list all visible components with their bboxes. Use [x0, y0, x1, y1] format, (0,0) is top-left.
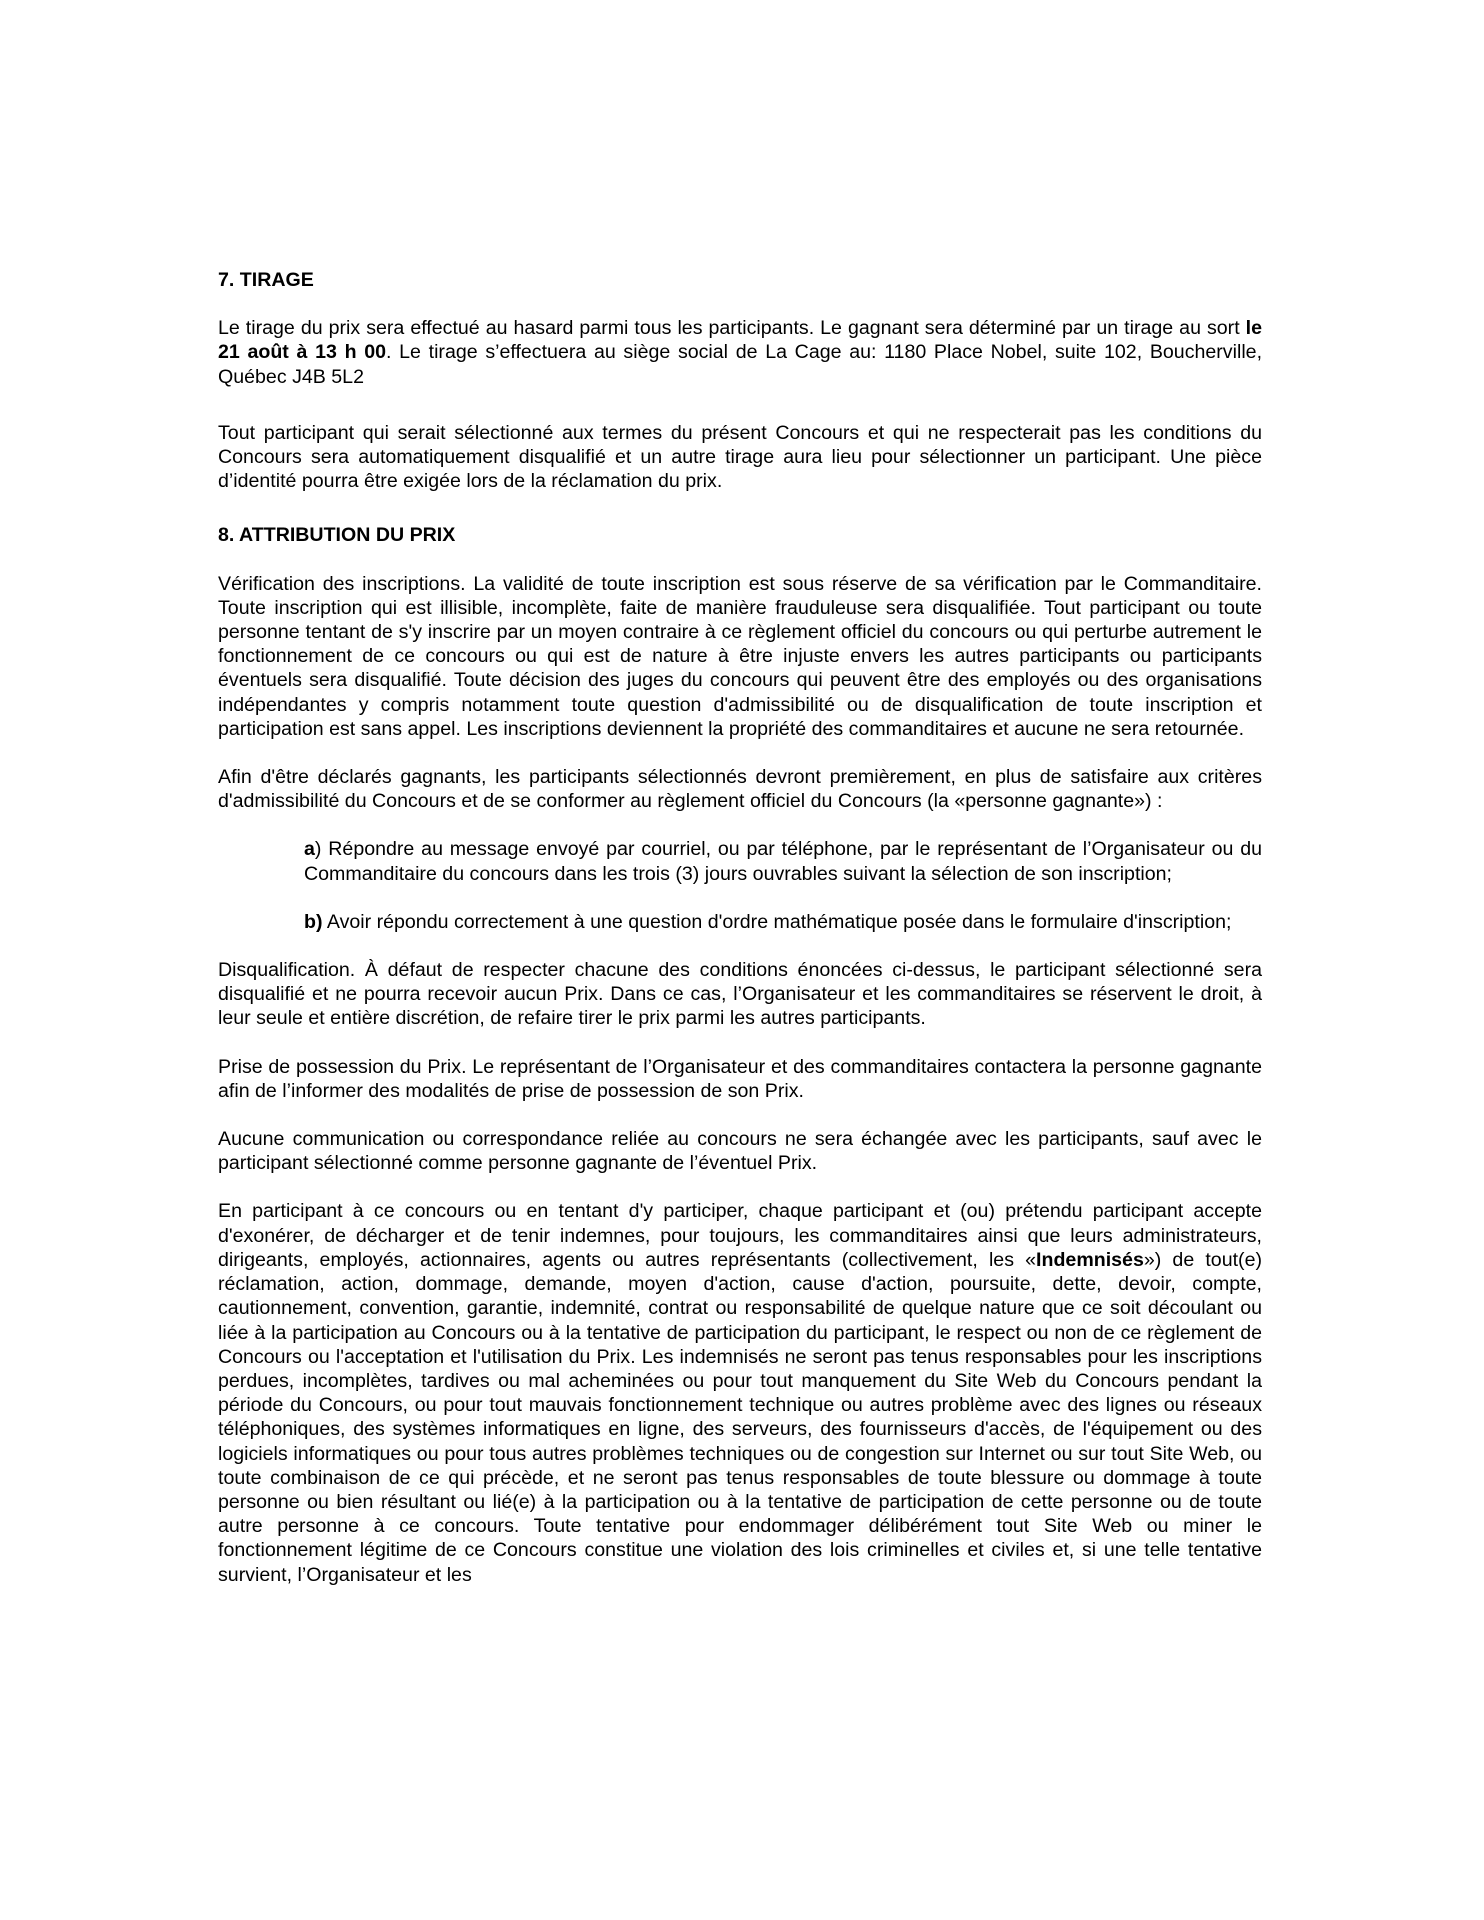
list-item-b	[304, 910, 1262, 934]
list-item-text: Avoir répondu correctement à une question d'ordre mathématique posée dans le formulaire d'inscription;	[322, 910, 1232, 933]
section-8-paragraph-possession: Prise de possession du Prix. Le représentant de l’Organisateur et des commanditaires contactera la personne gagnante afin de l’informer des modalités de prise de possession de son Prix.	[218, 1055, 1262, 1102]
section-8-paragraph-disqualification: Disqualification. À défaut de respecter chacune des conditions énoncées ci-dessus, le participant sélectionné sera disqualifié et ne pourra recevoir aucun Prix. Dans ce cas, l’Organisateur et les commanditaires se réservent le droit, à leur seule et entière discrétion, de refaire tirer le prix parmi les autres participants.	[218, 959, 1262, 1030]
section-8-heading: 8. ATTRIBUTION DU PRIX	[218, 524, 456, 547]
indemnises-term: Indemnisés	[1036, 1248, 1144, 1271]
list-marker: a	[304, 838, 315, 861]
section-7-paragraph-2: Tout participant qui serait sélectionné aux termes du présent Concours et qui ne respecterait pas les conditions du Concours sera automatiquement disqualifié et un autre tirage aura lieu pour sélectionner un participant. Une pièce d’identité pourra être exigée lors de la réclamation du prix.	[218, 421, 1262, 493]
text-run: ») de tout(e) réclamation, action, dommage, demande, moyen d'action, cause d'action, poursuite, dette, devoir, compte, cautionnement, convention, garantie, indemnité, contrat ou responsabilité de quelque nature que ce soit découlant ou liée à la participation au Concours ou à la tentative de participation du participant, le respect ou non de ce règlement de Concours ou l'acceptation et l'utilisation du Prix. Les indemnisés ne seront pas tenus responsables pour les inscriptions perdues, incomplètes, tardives ou mal acheminées ou pour tout manquement du Site Web du Concours pendant la période du Concours, ou pour tout mauvais fonctionnement technique ou autres problème avec des lignes ou réseaux téléphoniques, des systèmes informatiques en ligne, des serveurs, des fournisseurs d'accès, de l'équipement ou des logiciels informatiques ou pour tous autres problèmes techniques ou de congestion sur Internet ou sur tout Site Web, ou toute combinaison de ce qui précède, et ne seront pas tenus responsables de toute blessure ou dommage à toute personne ou bien résultant ou lié(e) à la participation ou à la tentative de participation de cette personne ou de toute autre personne à ce concours. Toute tentative pour endommager délibérément tout Site Web ou miner le fonctionnement légitime de ce Concours constitue une violation des lois criminelles et civiles et, si une telle tentative survient, l’Organisateur et les	[218, 1248, 1262, 1586]
text-run: . Le tirage s’effectuera au siège social de La Cage au: 1180 Place Nobel, suite 102, Boucherville, Québec J4B 5L2	[218, 341, 1263, 388]
section-8-paragraph-communication: Aucune communication ou correspondance reliée au concours ne sera échangée avec les participants, sauf avec le participant sélectionné comme personne gagnante de l’éventuel Prix.	[218, 1128, 1262, 1175]
list-item-text: ) Répondre au message envoyé par courriel, ou par téléphone, par le représentant de l’Organisateur ou du Commanditaire du concours dans les trois (3) jours ouvrables suivant la sélection de son inscription;	[304, 838, 1262, 885]
section-8-paragraph-indemnification	[218, 1199, 1262, 1586]
text-run: En participant à ce concours ou en tentant d'y participer, chaque participant et (ou) prétendu participant accepte d'exonérer, de décharger et de tenir indemnes, pour toujours, les commanditaires ainsi que leurs administrateurs, dirigeants, employés, actionnaires, agents ou autres représentants (collectivement, les «	[218, 1200, 1262, 1271]
section-7-paragraph-1	[218, 316, 1262, 389]
section-7-heading: 7. TIRAGE	[218, 269, 314, 291]
list-marker: b)	[304, 910, 323, 933]
section-8-paragraph-verification: Vérification des inscriptions. La validité de toute inscription est sous réserve de sa vérification par le Commanditaire. Toute inscription qui est illisible, incomplète, faite de manière frauduleuse sera disqualifiée. Tout participant ou toute personne tentant de s'y inscrire par un moyen contraire à ce règlement officiel du concours ou qui perturbe autrement le fonctionnement de ce concours ou qui est de nature à être injuste envers les autres participants ou participants éventuels sera disqualifié. Toute décision des juges du concours qui peuvent être des employés ou des organisations indépendantes y compris notamment toute question d'admissibilité ou de disqualification de toute inscription et participation est sans appel. Les inscriptions deviennent la propriété des commanditaires et aucune ne sera retournée.	[218, 572, 1262, 740]
document-page	[218, 268, 1262, 1587]
text-run: Le tirage du prix sera effectué au hasard parmi tous les participants. Le gagnant sera déterminé par un tirage au sort	[218, 317, 1246, 340]
draw-date: le 21 août à 13 h 00	[218, 317, 1262, 364]
list-item-a	[304, 837, 1262, 885]
section-8-paragraph-winners: Afin d'être déclarés gagnants, les participants sélectionnés devront premièrement, en plus de satisfaire aux critères d'admissibilité du Concours et de se conformer au règlement officiel du Concours (la «personne gagnante») :	[218, 766, 1262, 813]
